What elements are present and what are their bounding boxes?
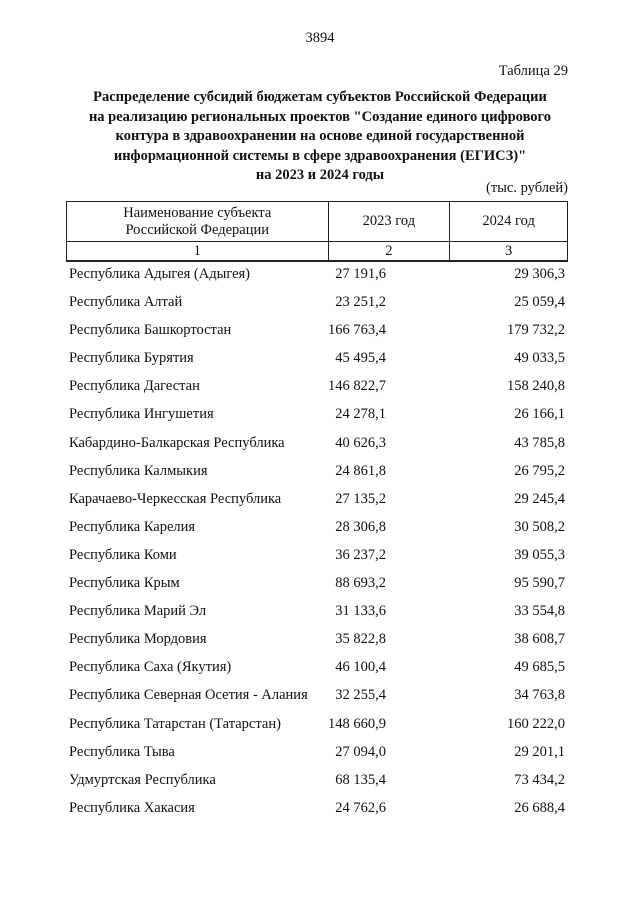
value-2023: 35 822,8 <box>335 631 386 648</box>
value-2023: 27 191,6 <box>335 266 386 282</box>
value-2023: 32 255,4 <box>335 687 386 704</box>
table-row <box>66 262 568 290</box>
header-region-name <box>67 202 329 242</box>
value-2024: 29 306,3 <box>514 266 565 282</box>
value-2024: 73 434,2 <box>514 771 565 788</box>
region-name: Республика Калмыкия <box>69 462 208 479</box>
value-2024: 49 033,5 <box>514 350 565 367</box>
region-name: Республика Коми <box>69 546 177 563</box>
table-row <box>66 431 568 459</box>
value-2024: 179 732,2 <box>507 322 565 339</box>
value-2023: 24 861,8 <box>335 462 386 479</box>
value-2023: 45 495,4 <box>335 350 386 367</box>
table-row <box>66 599 568 627</box>
table-body <box>66 262 568 824</box>
region-name: Республика Хакасия <box>69 799 195 816</box>
region-name: Республика Саха (Якутия) <box>69 659 232 676</box>
value-2023: 31 133,6 <box>335 603 386 620</box>
region-name: Республика Крым <box>69 575 180 592</box>
units-label: (тыс. рублей) <box>486 180 568 196</box>
value-2023: 166 763,4 <box>328 322 386 339</box>
table-row <box>66 768 568 796</box>
table-row <box>66 627 568 655</box>
header-line: Наименование субъекта <box>123 204 272 221</box>
value-2024: 160 222,0 <box>507 715 565 732</box>
table-row <box>66 571 568 599</box>
column-number: 2 <box>328 242 450 262</box>
table-row <box>66 655 568 683</box>
title-line: Распределение субсидий бюджетам субъектов Российской Федерации <box>93 89 547 105</box>
table-row <box>66 712 568 740</box>
value-2023: 24 762,6 <box>335 799 386 816</box>
value-2024: 33 554,8 <box>514 603 565 620</box>
region-name: Республика Ингушетия <box>69 406 214 423</box>
value-2023: 24 278,1 <box>335 406 386 423</box>
value-2023: 27 094,0 <box>335 743 386 760</box>
region-name: Республика Карелия <box>69 518 196 535</box>
region-name: Карачаево-Черкесская Республика <box>69 490 282 507</box>
value-2024: 158 240,8 <box>507 378 565 395</box>
table-row <box>66 796 568 824</box>
value-2024: 38 608,7 <box>514 631 565 648</box>
value-2024: 29 245,4 <box>514 490 565 507</box>
value-2024: 30 508,2 <box>514 518 565 535</box>
region-name: Республика Мордовия <box>69 631 207 648</box>
region-name: Кабардино-Балкарская Республика <box>69 434 285 451</box>
header-line: Российской Федерации <box>125 221 270 238</box>
value-2024: 26 795,2 <box>514 462 565 479</box>
value-2023: 88 693,2 <box>335 575 386 592</box>
table-row <box>66 318 568 346</box>
table-row <box>66 543 568 571</box>
column-number-row <box>67 242 568 262</box>
title-line: информационной системы в сфере здравоохранения (ЕГИСЗ)" <box>113 147 527 164</box>
table-row <box>66 740 568 768</box>
column-number: 3 <box>450 242 568 262</box>
column-number: 1 <box>67 242 329 262</box>
region-name: Республика Бурятия <box>69 350 194 367</box>
page-number: 3894 <box>305 30 335 46</box>
table-header <box>66 201 568 262</box>
value-2023: 36 237,2 <box>335 546 386 563</box>
region-name: Республика Дагестан <box>69 378 200 395</box>
header-row <box>67 202 568 242</box>
value-2024: 39 055,3 <box>514 546 565 563</box>
value-2023: 46 100,4 <box>335 659 386 676</box>
table-row <box>66 487 568 515</box>
title-line: на реализацию региональных проектов "Создание единого цифрового <box>88 108 552 125</box>
header-2024: 2024 год <box>450 202 568 242</box>
region-name: Республика Башкортостан <box>69 322 232 339</box>
value-2023: 148 660,9 <box>328 715 386 732</box>
value-2024: 34 763,8 <box>514 687 565 704</box>
region-name: Удмуртская Республика <box>69 771 216 788</box>
value-2024: 26 166,1 <box>514 406 565 423</box>
value-2024: 26 688,4 <box>514 799 565 816</box>
region-name: Республика Марий Эл <box>69 603 207 620</box>
region-name: Республика Татарстан (Татарстан) <box>69 715 281 732</box>
header-2023: 2023 год <box>328 202 450 242</box>
table-row <box>66 515 568 543</box>
table-label: Таблица 29 <box>498 63 568 79</box>
table-row <box>66 459 568 487</box>
table-row <box>66 374 568 402</box>
table-row <box>66 402 568 430</box>
value-2023: 28 306,8 <box>335 518 386 535</box>
value-2023: 146 822,7 <box>328 378 386 395</box>
title-line: контура в здравоохранении на основе единой государственной <box>115 128 525 144</box>
value-2023: 40 626,3 <box>335 434 386 451</box>
table-row <box>66 346 568 374</box>
value-2024: 29 201,1 <box>514 743 565 760</box>
title-line: на 2023 и 2024 годы <box>255 167 385 183</box>
value-2024: 43 785,8 <box>514 434 565 451</box>
value-2023: 27 135,2 <box>335 490 386 507</box>
table-title <box>60 88 580 186</box>
value-2024: 25 059,4 <box>514 294 565 311</box>
value-2024: 49 685,5 <box>514 659 565 676</box>
table-row <box>66 290 568 318</box>
table-row <box>66 683 568 711</box>
value-2023: 23 251,2 <box>335 294 386 311</box>
region-name: Республика Алтай <box>69 294 183 311</box>
value-2023: 68 135,4 <box>335 771 386 788</box>
region-name: Республика Тыва <box>69 743 175 760</box>
value-2024: 95 590,7 <box>514 575 565 592</box>
region-name: Республика Северная Осетия - Алания <box>69 687 308 704</box>
region-name: Республика Адыгея (Адыгея) <box>69 266 251 282</box>
